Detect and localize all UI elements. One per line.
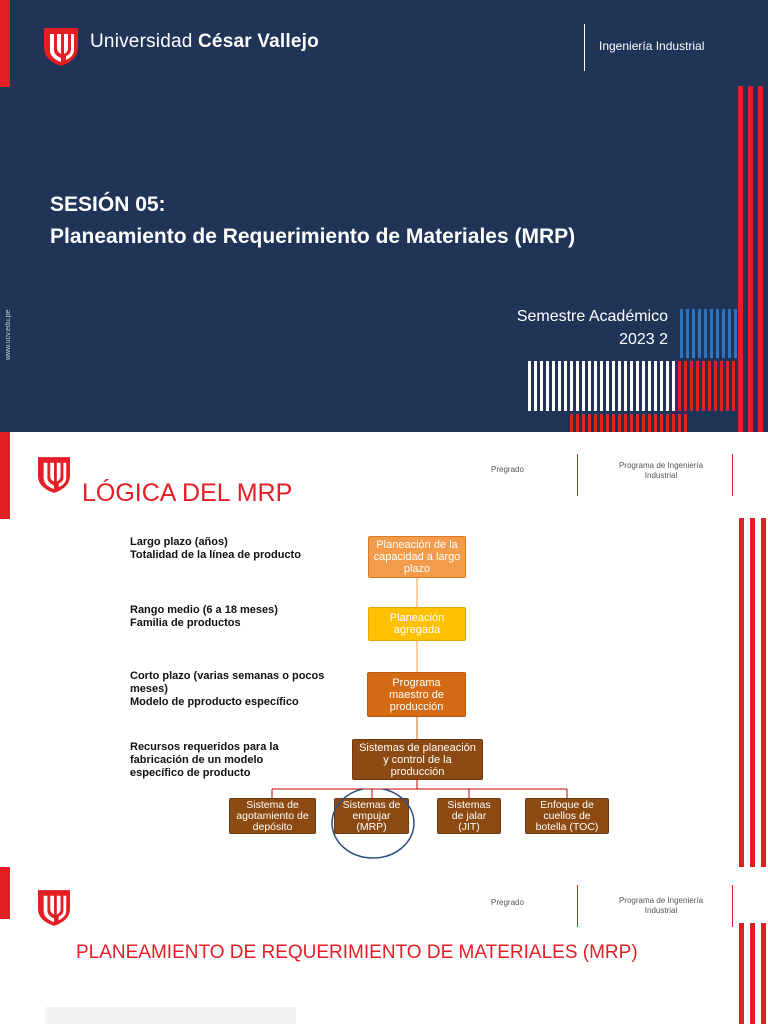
box-pull-system: Sistemas de jalar (JIT) bbox=[437, 798, 501, 834]
ucv-shield-logo bbox=[38, 889, 70, 927]
mrp-planning-slide bbox=[0, 867, 768, 1024]
decorative-stripes bbox=[736, 518, 768, 867]
header-divider bbox=[584, 24, 585, 71]
university-name-bold: César Vallejo bbox=[198, 31, 319, 52]
slide-title: LÓGICA DEL MRP bbox=[82, 479, 293, 507]
session-number: SESIÓN 05: bbox=[50, 193, 166, 216]
header-pregrado: Pregrado bbox=[491, 465, 524, 474]
header-divider bbox=[577, 885, 578, 927]
program-name: Ingeniería Industrial bbox=[599, 39, 705, 53]
decorative-stripes bbox=[736, 923, 768, 1024]
mrp-logic-slide bbox=[0, 432, 768, 867]
website-url: www.ucv.edu.pe bbox=[5, 309, 12, 360]
level-long-term-line1: Largo plazo (años) bbox=[130, 536, 228, 548]
box-capacity-planning: Planeación de la capacidad a largo plazo bbox=[368, 536, 466, 578]
mrp-highlight-circle bbox=[330, 789, 416, 861]
header-program-line2: Industrial bbox=[644, 471, 678, 480]
ucv-shield-logo bbox=[44, 28, 78, 66]
decorative-stripes bbox=[520, 80, 768, 432]
box-master-schedule: Programa maestro de producción bbox=[367, 672, 466, 717]
level-medium-term-line1: Rango medio (6 a 18 meses) bbox=[130, 604, 278, 616]
session-title: Planeamiento de Requerimiento de Materiales (MRP) bbox=[50, 225, 576, 248]
semester-label: Semestre Académico bbox=[516, 308, 668, 325]
accent-bar bbox=[0, 867, 10, 919]
box-bottleneck-approach: Enfoque de cuellos de botella (TOC) bbox=[525, 798, 609, 834]
level-resources-line1: Recursos requeridos para la fabricación de un modelo específico de producto bbox=[130, 741, 279, 779]
header-program-line2: Industrial bbox=[644, 906, 678, 915]
university-name bbox=[90, 31, 319, 53]
slide-title: PLANEAMIENTO DE REQUERIMIENTO DE MATERIALES (MRP) bbox=[76, 942, 638, 963]
box-depletion-system: Sistema de agotamiento de depósito bbox=[229, 798, 316, 834]
header-program-line1: Programa de Ingeniería bbox=[618, 461, 704, 470]
level-short-term-line1: Corto plazo (varias semanas o pocos meses) bbox=[130, 670, 325, 695]
level-medium-term-line2: Familia de productos bbox=[130, 617, 241, 629]
accent-bar bbox=[0, 0, 10, 87]
header-program bbox=[606, 896, 716, 916]
content-placeholder bbox=[45, 1007, 296, 1024]
header-program-line1: Programa de Ingeniería bbox=[618, 896, 704, 905]
box-push-system: Sistemas de empujar (MRP) bbox=[334, 798, 409, 834]
header-pregrado: Pregrado bbox=[491, 898, 524, 907]
level-long-term-line2: Totalidad de la línea de producto bbox=[130, 549, 301, 561]
cover-slide bbox=[0, 0, 768, 432]
semester-value: 2023 2 bbox=[619, 331, 668, 348]
level-short-term-line2: Modelo de pproducto específico bbox=[130, 696, 299, 708]
box-planning-systems: Sistemas de planeación y control de la producción bbox=[352, 739, 483, 780]
box-aggregate-planning: Planeación agregada bbox=[368, 607, 466, 641]
university-name-regular: Universidad bbox=[90, 31, 199, 52]
header-divider bbox=[732, 885, 733, 927]
